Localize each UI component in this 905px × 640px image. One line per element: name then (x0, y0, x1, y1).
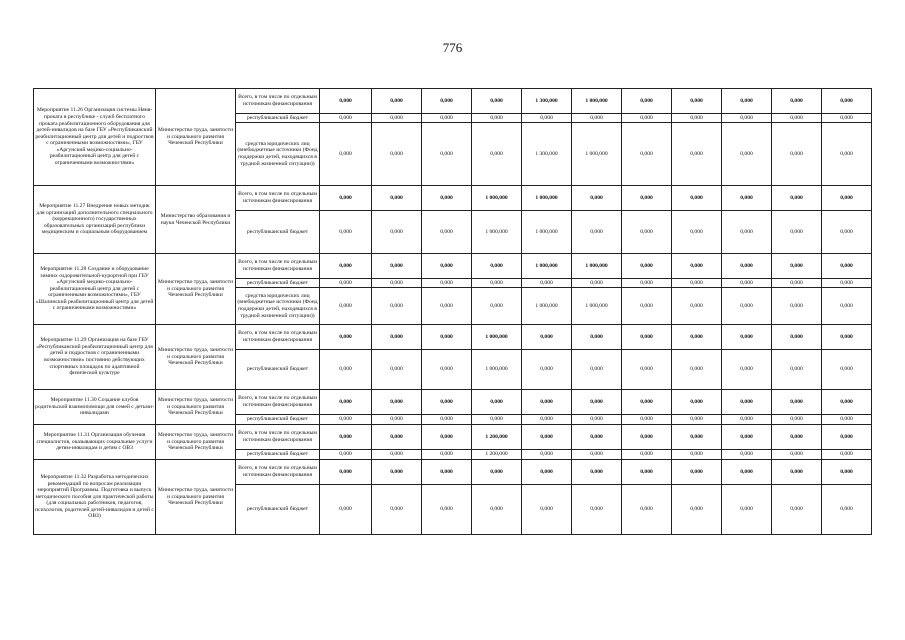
amount-cell: 0,000 (722, 325, 772, 350)
amount-cell: 0,000 (320, 325, 372, 350)
amount-cell: 0,000 (722, 450, 772, 460)
amount-cell: 0,000 (622, 254, 672, 279)
amount-cell: 0,000 (672, 460, 722, 485)
funding-source-cell: республиканский бюджет (236, 415, 320, 425)
amount-cell: 1 000,000 (472, 350, 522, 390)
amount-cell: 0,000 (422, 415, 472, 425)
funding-source-cell: республиканский бюджет (236, 485, 320, 535)
amount-cell: 0,000 (372, 450, 422, 460)
amount-cell: 1 200,000 (472, 450, 522, 460)
amount-cell: 0,000 (572, 460, 622, 485)
amount-cell: 0,000 (320, 288, 372, 325)
amount-cell: 0,000 (772, 186, 822, 211)
amount-cell: 0,000 (772, 425, 822, 450)
amount-cell: 0,000 (622, 288, 672, 325)
funding-source-cell: республиканский бюджет (236, 279, 320, 288)
event-title-cell: Мероприятие 11.26 Организация системы Няня-проката в республике - служб бесплатного проката реабилитационного оборудования для детей-инвалидов на базе ГБУ «Республиканский реабилитационный центр для детей и подростков с ограниченными возможностями», ГБУ «Аргунский медико-социально-реабилитационный центр для детей с ограниченными возможностями» (34, 89, 156, 186)
amount-cell: 0,000 (372, 211, 422, 254)
page-number: 776 (442, 40, 463, 55)
amount-cell: 0,000 (722, 485, 772, 535)
amount-cell: 0,000 (320, 186, 372, 211)
amount-cell: 1 000,000 (472, 211, 522, 254)
amount-cell: 0,000 (472, 390, 522, 415)
funding-source-cell: Всего, в том числе по отдельным источникам финансирования (236, 390, 320, 415)
amount-cell: 0,000 (672, 186, 722, 211)
amount-cell: 0,000 (722, 186, 772, 211)
amount-cell: 0,000 (722, 114, 772, 123)
event-title-cell: Мероприятие 11.29 Организация на базе ГБУ «Республиканский реабилитационный центр для детей и подростков с ограниченными возможностями» постоянно действующих спортивных площадок по адаптивной физической культуре (34, 325, 156, 390)
amount-cell: 0,000 (772, 123, 822, 186)
amount-cell: 0,000 (822, 350, 872, 390)
amount-cell: 0,000 (372, 254, 422, 279)
amount-cell: 0,000 (622, 350, 672, 390)
amount-cell: 0,000 (622, 390, 672, 415)
amount-cell: 0,000 (422, 450, 472, 460)
amount-cell: 0,000 (772, 390, 822, 415)
amount-cell: 0,000 (822, 288, 872, 325)
amount-cell: 0,000 (422, 390, 472, 415)
amount-cell: 0,000 (622, 89, 672, 114)
amount-cell: 0,000 (772, 254, 822, 279)
amount-cell: 0,000 (522, 425, 572, 450)
amount-cell: 0,000 (422, 254, 472, 279)
amount-cell: 0,000 (372, 390, 422, 415)
amount-cell: 0,000 (572, 114, 622, 123)
amount-cell: 0,000 (672, 485, 722, 535)
amount-cell: 0,000 (422, 460, 472, 485)
event-title-cell: Мероприятие 11.31 Организация обучения специалистов, оказывающих социальные услуги детям-инвалидам и детям с ОВЗ (34, 425, 156, 460)
amount-cell: 0,000 (320, 89, 372, 114)
amount-cell: 0,000 (672, 415, 722, 425)
amount-cell: 0,000 (822, 325, 872, 350)
amount-cell: 0,000 (772, 325, 822, 350)
amount-cell: 0,000 (522, 325, 572, 350)
amount-cell: 0,000 (472, 415, 522, 425)
amount-cell: 0,000 (422, 425, 472, 450)
amount-cell: 0,000 (822, 123, 872, 186)
executor-cell: Министерство образования и науки Чеченской Республики (156, 186, 236, 254)
amount-cell: 0,000 (572, 279, 622, 288)
executor-cell: Министерство труда, занятости и социального развития Чеченской Республики (156, 390, 236, 425)
amount-cell: 0,000 (472, 288, 522, 325)
amount-cell: 0,000 (622, 415, 672, 425)
amount-cell: 0,000 (522, 279, 572, 288)
amount-cell: 1 000,000 (572, 123, 622, 186)
amount-cell: 0,000 (422, 325, 472, 350)
amount-cell: 1 000,000 (522, 186, 572, 211)
amount-cell: 0,000 (672, 450, 722, 460)
amount-cell: 0,000 (522, 460, 572, 485)
funding-source-cell: республиканский бюджет (236, 450, 320, 460)
amount-cell: 0,000 (522, 450, 572, 460)
amount-cell: 0,000 (372, 288, 422, 325)
amount-cell: 0,000 (372, 186, 422, 211)
executor-cell: Министерство труда, занятости и социального развития Чеченской Республики (156, 425, 236, 460)
table-row (34, 186, 872, 211)
amount-cell: 0,000 (772, 450, 822, 460)
amount-cell: 0,000 (372, 350, 422, 390)
table-row (34, 460, 872, 485)
amount-cell: 0,000 (472, 460, 522, 485)
amount-cell: 0,000 (822, 415, 872, 425)
amount-cell: 0,000 (572, 390, 622, 415)
amount-cell: 0,000 (522, 415, 572, 425)
amount-cell: 0,000 (572, 186, 622, 211)
budget-table (33, 88, 872, 535)
amount-cell: 0,000 (320, 390, 372, 415)
amount-cell: 0,000 (320, 415, 372, 425)
event-title-cell: Мероприятие 11.27 Внедрение новых методик для организаций дополнительного специального (коррекционного) государственных образовательных организаций республики медицинским и социальным оборудованием (34, 186, 156, 254)
amount-cell: 0,000 (422, 89, 472, 114)
amount-cell: 0,000 (320, 485, 372, 535)
amount-cell: 0,000 (320, 114, 372, 123)
table-row (34, 390, 872, 415)
amount-cell: 0,000 (772, 350, 822, 390)
amount-cell: 0,000 (522, 485, 572, 535)
amount-cell: 0,000 (622, 279, 672, 288)
amount-cell: 0,000 (722, 288, 772, 325)
amount-cell: 0,000 (672, 114, 722, 123)
amount-cell: 0,000 (772, 279, 822, 288)
amount-cell: 0,000 (822, 390, 872, 415)
amount-cell: 0,000 (472, 123, 522, 186)
amount-cell: 0,000 (372, 415, 422, 425)
funding-source-cell: Всего, в том числе по отдельным источникам финансирования (236, 89, 320, 114)
amount-cell: 0,000 (672, 123, 722, 186)
table-row (34, 425, 872, 450)
amount-cell: 1 000,000 (522, 254, 572, 279)
executor-cell: Министерство труда, занятости и социального развития Чеченской Республики (156, 460, 236, 535)
amount-cell: 0,000 (772, 288, 822, 325)
table-row (34, 325, 872, 350)
amount-cell: 0,000 (822, 89, 872, 114)
funding-source-cell: республиканский бюджет (236, 350, 320, 390)
amount-cell: 0,000 (722, 460, 772, 485)
amount-cell: 1 000,000 (472, 186, 522, 211)
amount-cell: 0,000 (822, 485, 872, 535)
amount-cell: 0,000 (822, 425, 872, 450)
amount-cell: 0,000 (422, 123, 472, 186)
amount-cell: 0,000 (572, 350, 622, 390)
amount-cell: 0,000 (372, 325, 422, 350)
event-title-cell: Мероприятие 11.32 Разработка методических рекомендаций по вопросам реализации мероприятий Программы. Подготовка и выпуск методического пособия для практической работы (для социальных работников, педагогов, психологов, родителей детей-инвалидов и детей с ОВЗ) (34, 460, 156, 535)
funding-source-cell: Всего, в том числе по отдельным источникам финансирования (236, 425, 320, 450)
amount-cell: 0,000 (320, 350, 372, 390)
amount-cell: 0,000 (672, 89, 722, 114)
amount-cell: 0,000 (320, 123, 372, 186)
amount-cell: 1 000,000 (572, 288, 622, 325)
amount-cell: 0,000 (622, 450, 672, 460)
amount-cell: 0,000 (622, 460, 672, 485)
amount-cell: 0,000 (622, 485, 672, 535)
amount-cell: 0,000 (622, 123, 672, 186)
amount-cell: 0,000 (422, 186, 472, 211)
amount-cell: 0,000 (722, 415, 772, 425)
amount-cell: 0,000 (572, 325, 622, 350)
amount-cell: 0,000 (772, 415, 822, 425)
amount-cell: 0,000 (622, 186, 672, 211)
amount-cell: 0,000 (772, 485, 822, 535)
amount-cell: 0,000 (822, 114, 872, 123)
amount-cell: 0,000 (672, 425, 722, 450)
amount-cell: 0,000 (822, 211, 872, 254)
amount-cell: 0,000 (422, 288, 472, 325)
funding-source-cell: Всего, в том числе по отдельным источникам финансирования (236, 186, 320, 211)
amount-cell: 0,000 (422, 114, 472, 123)
amount-cell: 0,000 (622, 211, 672, 254)
amount-cell: 0,000 (320, 425, 372, 450)
amount-cell: 0,000 (672, 279, 722, 288)
amount-cell: 0,000 (372, 460, 422, 485)
amount-cell: 0,000 (772, 114, 822, 123)
amount-cell: 0,000 (622, 114, 672, 123)
amount-cell: 0,000 (422, 485, 472, 535)
executor-cell: Министерство труда, занятости и социального развития Чеченской Республики (156, 89, 236, 186)
amount-cell: 0,000 (572, 485, 622, 535)
event-title-cell: Мероприятие 11.30 Создание клубов родительской взаимопомощи для семей с детьми-инвалидами (34, 390, 156, 425)
amount-cell: 0,000 (472, 114, 522, 123)
amount-cell: 0,000 (472, 279, 522, 288)
funding-source-cell: республиканский бюджет (236, 211, 320, 254)
amount-cell: 0,000 (822, 460, 872, 485)
amount-cell: 0,000 (672, 288, 722, 325)
amount-cell: 0,000 (672, 390, 722, 415)
amount-cell: 0,000 (372, 425, 422, 450)
amount-cell: 0,000 (472, 89, 522, 114)
amount-cell: 0,000 (722, 350, 772, 390)
amount-cell: 0,000 (722, 390, 772, 415)
funding-source-cell: Всего, в том числе по отдельным источникам финансирования (236, 254, 320, 279)
amount-cell: 0,000 (572, 415, 622, 425)
amount-cell: 1 000,000 (472, 325, 522, 350)
amount-cell: 1 300,000 (522, 123, 572, 186)
amount-cell: 0,000 (572, 211, 622, 254)
amount-cell: 1 000,000 (522, 211, 572, 254)
amount-cell: 0,000 (372, 114, 422, 123)
amount-cell: 1 000,000 (522, 288, 572, 325)
amount-cell: 0,000 (722, 89, 772, 114)
amount-cell: 0,000 (622, 425, 672, 450)
amount-cell: 0,000 (622, 325, 672, 350)
amount-cell: 0,000 (672, 350, 722, 390)
amount-cell: 0,000 (320, 450, 372, 460)
funding-source-cell: средства юридических лиц (внебюджетные источники (Фонд поддержки детей, находящихся в трудной жизненной ситуации)) (236, 288, 320, 325)
amount-cell: 0,000 (372, 89, 422, 114)
amount-cell: 0,000 (522, 114, 572, 123)
amount-cell: 0,000 (422, 350, 472, 390)
amount-cell: 0,000 (522, 350, 572, 390)
table-row (34, 254, 872, 279)
amount-cell: 1 200,000 (472, 425, 522, 450)
amount-cell: 0,000 (772, 89, 822, 114)
funding-source-cell: средства юридических лиц (внебюджетные источники (Фонд поддержки детей, находящихся в трудной жизненной ситуации)) (236, 123, 320, 186)
amount-cell: 0,000 (822, 186, 872, 211)
table-row (34, 89, 872, 114)
amount-cell: 0,000 (822, 450, 872, 460)
amount-cell: 0,000 (422, 211, 472, 254)
amount-cell: 1 300,000 (522, 89, 572, 114)
amount-cell: 0,000 (472, 254, 522, 279)
amount-cell: 0,000 (672, 211, 722, 254)
amount-cell: 0,000 (772, 211, 822, 254)
amount-cell: 0,000 (320, 460, 372, 485)
amount-cell: 1 000,000 (572, 89, 622, 114)
amount-cell: 0,000 (372, 279, 422, 288)
amount-cell: 0,000 (320, 279, 372, 288)
funding-source-cell: Всего, в том числе по отдельным источникам финансирования (236, 325, 320, 350)
executor-cell: Министерство труда, занятости и социального развития Чеченской Республики (156, 254, 236, 325)
amount-cell: 0,000 (822, 279, 872, 288)
amount-cell: 0,000 (422, 279, 472, 288)
amount-cell: 0,000 (722, 279, 772, 288)
amount-cell: 0,000 (572, 450, 622, 460)
amount-cell: 0,000 (320, 211, 372, 254)
amount-cell: 0,000 (722, 211, 772, 254)
event-title-cell: Мероприятие 11.28 Создание и оборудование зимних оздоровительной-курортной при ГБУ «Аргунский медико-социально-реабилитационный центр для детей с ограниченными возможностями», ГБУ «Шалинский реабилитационный центр для детей с ограниченными возможностями» (34, 254, 156, 325)
amount-cell: 0,000 (722, 425, 772, 450)
amount-cell: 0,000 (372, 123, 422, 186)
amount-cell: 0,000 (472, 485, 522, 535)
amount-cell: 0,000 (672, 254, 722, 279)
amount-cell: 0,000 (320, 254, 372, 279)
funding-source-cell: Всего, в том числе по отдельным источникам финансирования (236, 460, 320, 485)
amount-cell: 0,000 (722, 123, 772, 186)
amount-cell: 0,000 (722, 254, 772, 279)
amount-cell: 0,000 (672, 325, 722, 350)
amount-cell: 0,000 (772, 460, 822, 485)
amount-cell: 1 000,000 (572, 254, 622, 279)
funding-source-cell: республиканский бюджет (236, 114, 320, 123)
amount-cell: 0,000 (822, 254, 872, 279)
amount-cell: 0,000 (522, 390, 572, 415)
amount-cell: 0,000 (372, 485, 422, 535)
executor-cell: Министерство труда, занятости и социального развития Чеченской Республики (156, 325, 236, 390)
amount-cell: 0,000 (572, 425, 622, 450)
